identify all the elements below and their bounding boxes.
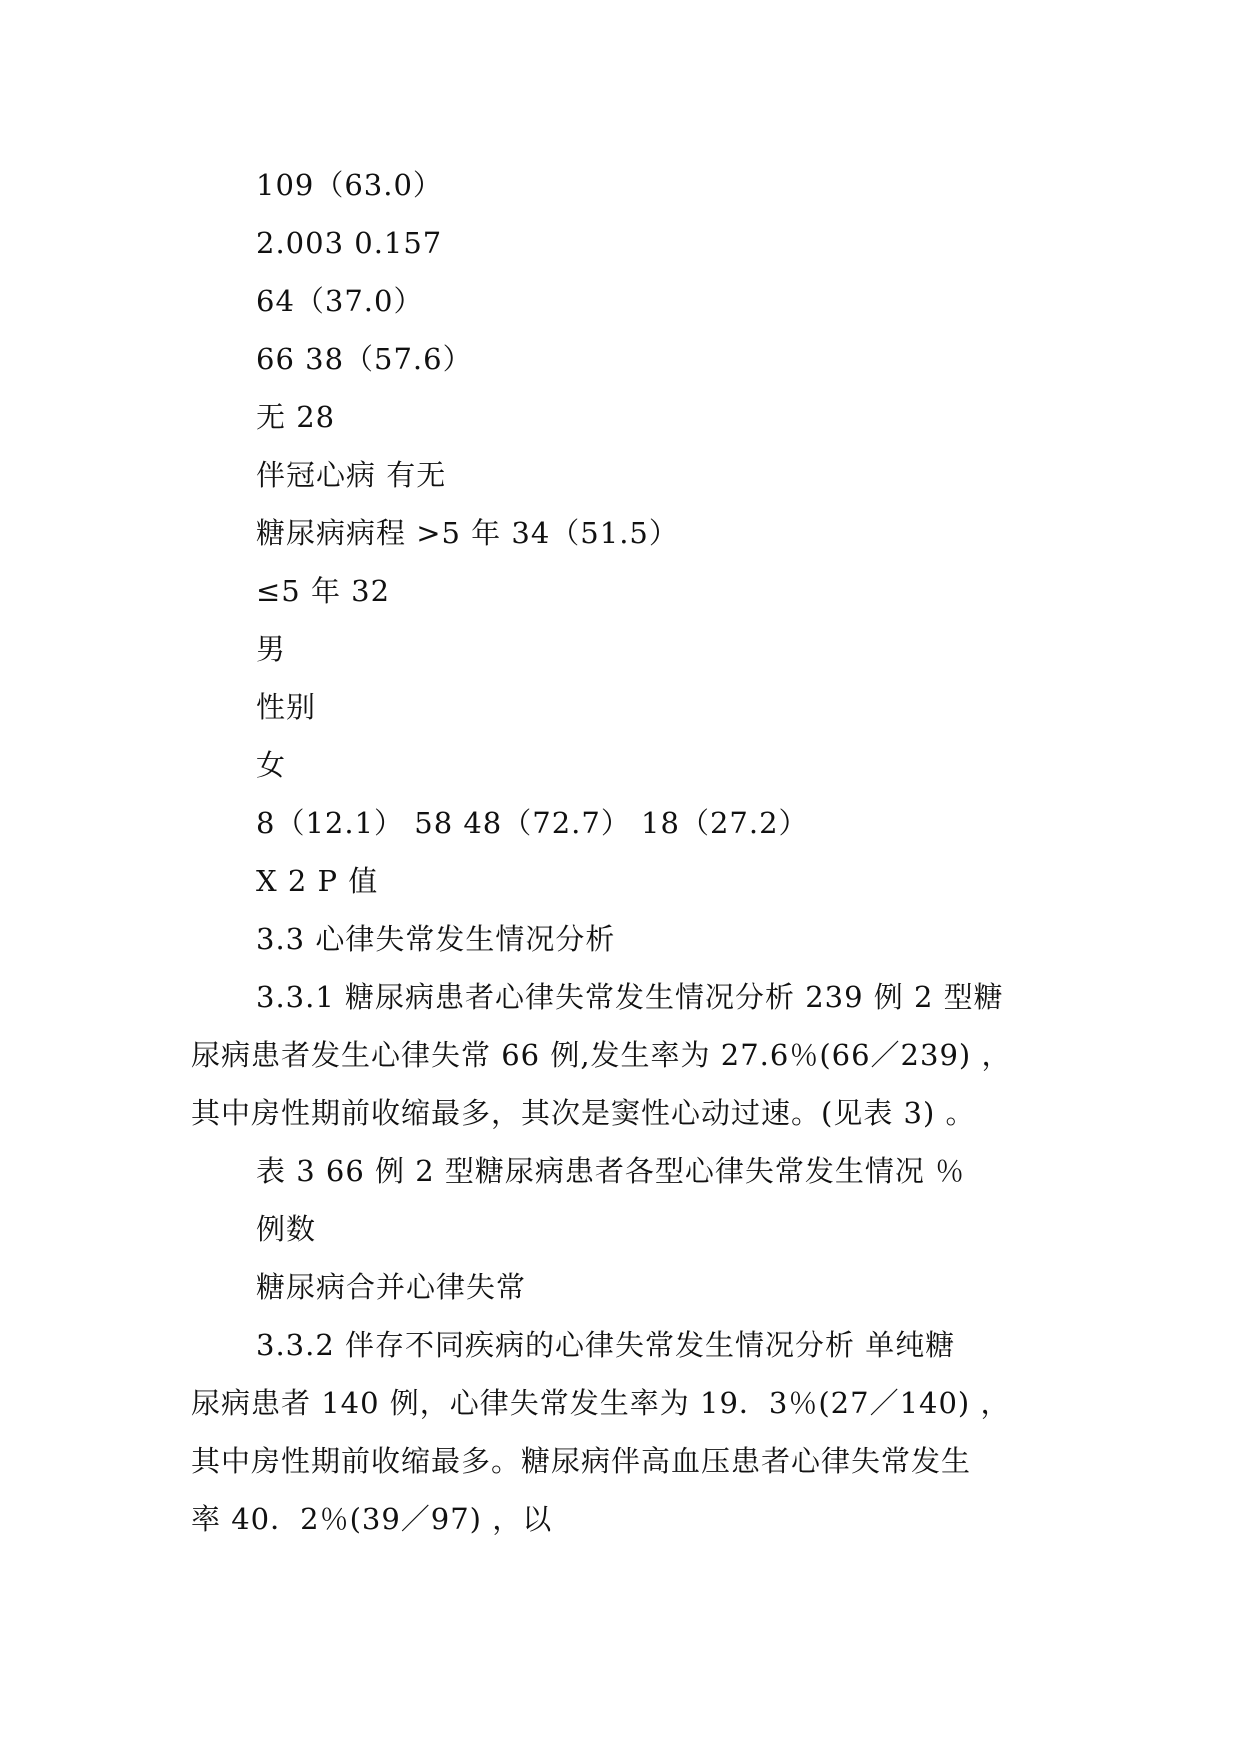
paragraph-line: 其中房性期前收缩最多，其次是窦性心动过速。(见表 3) 。 [191,1096,976,1130]
text-line: 糖尿病合并心律失常 [256,1270,527,1304]
text-line: 例数 [256,1212,317,1246]
text-line: 64（37.0） [256,284,424,318]
paragraph-line: 3.3.2 伴存不同疾病的心律失常发生情况分析 单纯糖 [256,1328,956,1362]
paragraph-line: 尿病患者发生心律失常 66 例,发生率为 27.6％(66／239) ， [191,1038,1012,1072]
text-line: 女 [256,748,287,782]
text-line: 男 [256,632,287,666]
text-line: 8（12.1） 58 48（72.7） 18（27.2） [256,806,809,840]
text-line: X 2 P 值 [256,864,379,898]
paragraph-line: 率 40．2％(39／97) ，以 [191,1502,553,1536]
text-line: ≤5 年 32 [256,574,391,608]
text-line: 糖尿病病程 >5 年 34（51.5） [256,516,679,550]
text-line: 109（63.0） [256,168,443,202]
text-line: 无 28 [256,400,336,434]
text-line: 66 38（57.6） [256,342,473,376]
table-caption: 表 3 66 例 2 型糖尿病患者各型心律失常发生情况 ％ [256,1154,966,1188]
section-heading: 3.3 心律失常发生情况分析 [256,922,616,956]
paragraph-line: 其中房性期前收缩最多。糖尿病伴高血压患者心律失常发生 [191,1444,972,1478]
paragraph-line: 3.3.1 糖尿病患者心律失常发生情况分析 239 例 2 型糖 [256,980,1004,1014]
text-line: 伴冠心病 有无 [256,458,447,492]
text-line: 2.003 0.157 [256,226,443,260]
paragraph-line: 尿病患者 140 例，心律失常发生率为 19．3％(27／140) ， [191,1386,1011,1420]
text-line: 性别 [256,690,317,724]
